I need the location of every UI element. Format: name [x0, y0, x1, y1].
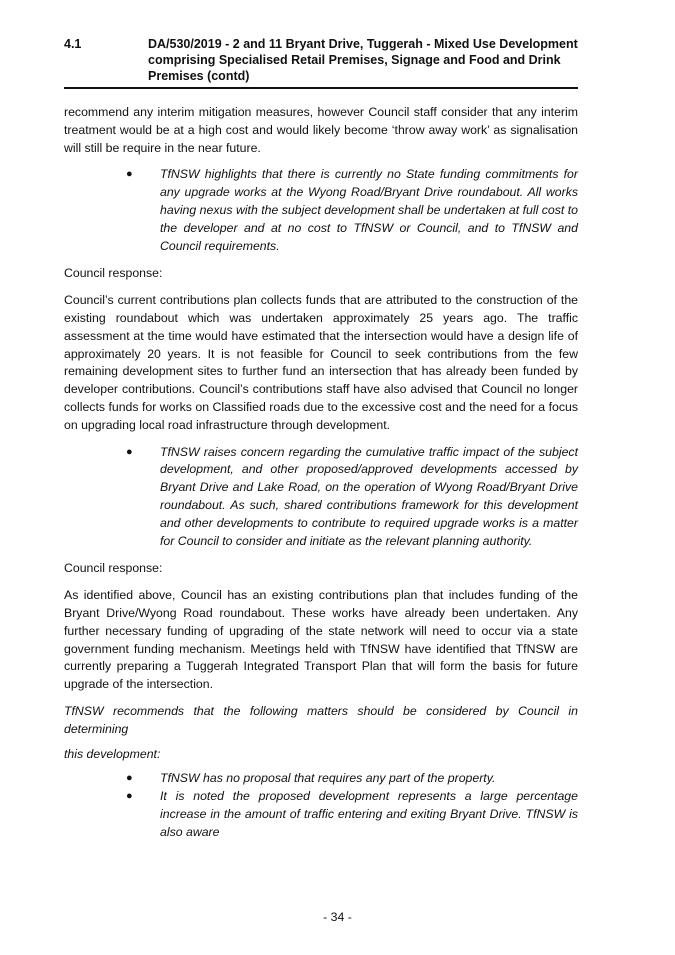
council-response-2: As identified above, Council has an existing contributions plan that includes funding of the Bryant Drive/Wyong Road roundabout. These works have already been undertaken. Any further necessary funding of upgrading of the state network will need to occur via a state government funding mechanism. Meetings held with TfNSW have identified that TfNSW are currently preparing a Tuggerah Integrated Transport Plan that will form the basis for future upgrade of the intersection.: [64, 588, 578, 692]
council-response-label-1: Council response:: [64, 266, 163, 281]
bullet-text-no-proposal: TfNSW has no proposal that requires any part of the property.: [160, 771, 496, 786]
page-header: [64, 36, 578, 84]
bullet-list-cumulative: [126, 444, 578, 551]
bullet-item-funding: [126, 166, 578, 255]
bullet-list-recommendations: [126, 770, 578, 841]
bullet-text-traffic-increase: It is noted the proposed development represents a large percentage increase in the amount of traffic entering and exiting Bryant Drive. TfNSW is also aware: [160, 789, 578, 839]
bullet-item-cumulative: [126, 444, 578, 551]
bullet-list-funding: [126, 166, 578, 255]
council-response-label-2: Council response:: [64, 561, 163, 576]
council-response-1: Council’s current contributions plan collects funds that are attributed to the construction of the existing roundabout which was undertaken approximately 25 years ago. The traffic assessment at the time would have estimated that the intersection would have a design life of approximately 20 years. It is not feasible for Council to seek contributions from the few remaining development sites to further fund an intersection that has already been funded by developer contributions. Council’s contributions staff have also advised that Council no longer collects funds for works on Classified roads due to the excessive cost and the need for a focus on upgrading local road infrastructure through development.: [64, 293, 578, 432]
header-row: [64, 36, 578, 84]
bullet-icon: ●: [126, 790, 133, 803]
item-title: DA/530/2019 - 2 and 11 Bryant Drive, Tuggerah - Mixed Use Development comprising Specialised Retail Premises, Signage and Food and Drink Premises (contd): [148, 37, 578, 83]
bullet-icon: ●: [126, 772, 133, 785]
document-body: [64, 104, 578, 841]
recommend-line-1: TfNSW recommends that the following matters should be considered by Council in determining: [64, 703, 578, 736]
bullet-item-traffic-increase: [126, 788, 578, 841]
paragraph-interim-mitigation: recommend any interim mitigation measures, however Council staff consider that any interim treatment would be at a high cost and would likely become ‘throw away work’ as signalisation will still be require in the near future.: [64, 105, 578, 155]
bullet-text-cumulative: TfNSW raises concern regarding the cumulative traffic impact of the subject development, and other proposed/approved developments accessed by Bryant Drive and Lake Road, on the operation of Wyong Road/Bryant Drive roundabout. As such, shared contributions framework for this development and other developments to contribute to required upgrade works is a matter for Council to consider and initiate as the relevant planning authority.: [160, 444, 578, 548]
header-divider: [64, 87, 578, 89]
bullet-text-funding: TfNSW highlights that there is currently no State funding commitments for any upgrade works at the Wyong Road/Bryant Drive roundabout. All works having nexus with the subject development shall be undertaken at full cost to the developer and at no cost to TfNSW or Council, and to TfNSW and Council requirements.: [160, 167, 578, 253]
bullet-icon: ●: [126, 168, 133, 181]
bullet-item-no-proposal: [126, 770, 578, 788]
bullet-icon: ●: [126, 445, 133, 458]
item-number: 4.1: [64, 37, 82, 51]
page-number: - 34 -: [323, 910, 352, 924]
recommend-line-2: this development:: [64, 746, 161, 761]
